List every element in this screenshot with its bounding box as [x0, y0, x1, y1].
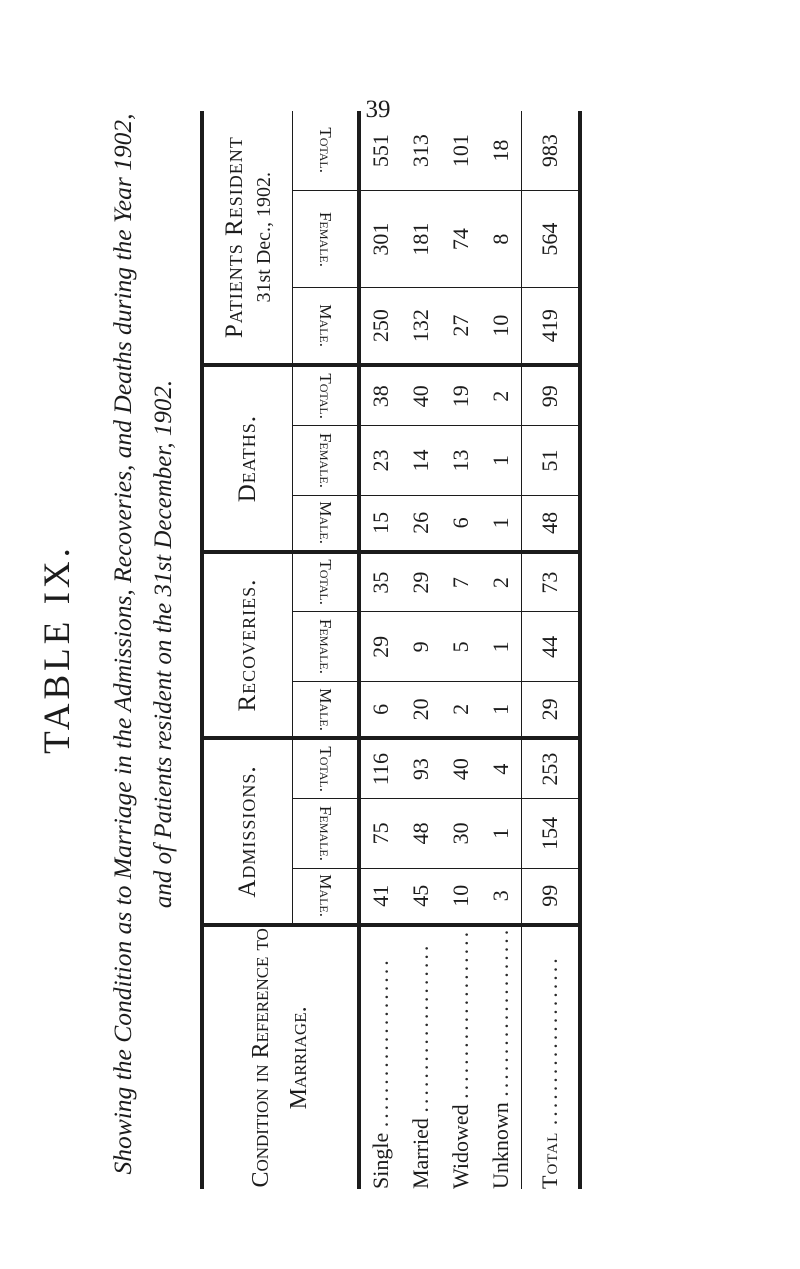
table-cell: 44 [522, 612, 581, 682]
group-header-admissions: Admissions. [202, 738, 293, 924]
table-cell: 74 [441, 191, 481, 288]
row-label: Widowed .................... [441, 925, 481, 1189]
col-head-female: Female. [293, 612, 360, 682]
col-head-total: Total. [293, 738, 360, 798]
group-header-deaths: Deaths. [202, 365, 293, 551]
leader-dots: .................... [368, 957, 393, 1128]
table-cell: 35 [359, 552, 401, 612]
table-cell: 253 [522, 738, 581, 798]
table-cell: 10 [448, 884, 473, 907]
leader-dots: .................... [537, 955, 562, 1126]
table-cell: 99 [522, 868, 581, 924]
table-cell: 1 [481, 426, 522, 496]
col-head-total: Total. [293, 365, 360, 425]
table-cell: 983 [522, 111, 581, 191]
group-header-recoveries: Recoveries. [202, 552, 293, 738]
table-cell: 116 [359, 738, 401, 798]
group-header-resident-date: 31st Dec., 1902. [252, 171, 275, 303]
table-cell: 14 [401, 426, 441, 496]
table-cell: 3 [488, 890, 513, 902]
col-head-male: Male. [316, 874, 335, 918]
col-head-female: Female. [293, 191, 360, 288]
table-subtitle-line1: Showing the Condition as to Marriage in the Admissions, Recoveries, and Deaths during the Year 1902, [108, 113, 137, 1175]
row-label: Single .................... [359, 925, 401, 1189]
table-cell: 132 [401, 287, 441, 365]
page-number: 39 [365, 96, 391, 123]
table-cell: 4 [481, 738, 522, 798]
table-cell: 10 [481, 287, 522, 365]
table-cell: 564 [522, 191, 581, 288]
table-cell: 40 [441, 738, 481, 798]
table-cell: 29 [401, 552, 441, 612]
table-cell: 8 [481, 191, 522, 288]
table-cell: 30 [441, 798, 481, 868]
table-cell: 23 [359, 426, 401, 496]
table-cell: 250 [359, 287, 401, 365]
table-cell: 6 [441, 495, 481, 551]
table-cell: 18 [481, 111, 522, 191]
col-head-male: Male. [293, 682, 360, 738]
table-cell: 313 [401, 111, 441, 191]
group-header-resident [202, 111, 293, 365]
table-cell: 45 [408, 884, 433, 907]
table-row [359, 111, 401, 1189]
table-cell: 101 [441, 111, 481, 191]
table-cell: 13 [441, 426, 481, 496]
stub-header [202, 925, 359, 1189]
table-cell: 2 [481, 365, 522, 425]
table-cell: 6 [359, 682, 401, 738]
table-cell: 19 [441, 365, 481, 425]
col-head-female: Female. [293, 426, 360, 496]
table-row [401, 111, 441, 1189]
table-cell: 41 [368, 884, 393, 907]
row-label: Married .................... [401, 925, 441, 1189]
table-cell: 51 [522, 426, 581, 496]
table-cell: 154 [522, 798, 581, 868]
table-cell: 9 [401, 612, 441, 682]
table-cell: 1 [481, 612, 522, 682]
row-label-total: Total .................... [522, 925, 581, 1189]
table-cell: 551 [359, 111, 401, 191]
table-cell: 27 [441, 287, 481, 365]
table-cell: 181 [401, 191, 441, 288]
col-head-male: Male. [293, 495, 360, 551]
group-header-resident-label: Patients Resident [220, 136, 248, 339]
table-cell: 48 [522, 495, 581, 551]
table-cell: 29 [359, 612, 401, 682]
leader-dots: .................... [488, 926, 513, 1097]
table-cell: 48 [401, 798, 441, 868]
leader-dots: .................... [408, 942, 433, 1113]
table-cell: 1 [481, 495, 522, 551]
table-cell: 15 [359, 495, 401, 551]
table-cell: 99 [522, 365, 581, 425]
col-head-male: Male. [293, 287, 360, 365]
table-cell: 1 [481, 798, 522, 868]
leader-dots: .................... [448, 928, 473, 1099]
marriage-condition-table [200, 111, 582, 1189]
table-cell: 1 [481, 682, 522, 738]
col-head-female: Female. [293, 798, 360, 868]
table-cell: 38 [359, 365, 401, 425]
table-total-row [522, 111, 581, 1189]
table-cell: 2 [481, 552, 522, 612]
table-cell: 419 [522, 287, 581, 365]
table-cell: 20 [401, 682, 441, 738]
table-cell: 7 [441, 552, 481, 612]
table-cell: 26 [401, 495, 441, 551]
table-title: TABLE IX. [37, 544, 78, 754]
table-cell: 40 [401, 365, 441, 425]
table-cell: 29 [522, 682, 581, 738]
table-cell: 2 [441, 682, 481, 738]
col-head-total: Total. [293, 552, 360, 612]
col-head-total: Total. [293, 111, 360, 191]
stub-header-line1: Condition in Reference to [248, 928, 275, 1188]
table-cell: 93 [401, 738, 441, 798]
table-row [481, 111, 522, 1189]
table-cell: 75 [359, 798, 401, 868]
table-cell: 301 [359, 191, 401, 288]
table-subtitle-line2: and of Patients resident on the 31st December, 1902. [150, 379, 177, 909]
stub-header-line2: Marriage. [285, 1006, 312, 1110]
table-row [441, 111, 481, 1189]
row-label: Unknown .................... [481, 925, 522, 1189]
table-cell: 73 [522, 552, 581, 612]
table-cell: 5 [441, 612, 481, 682]
